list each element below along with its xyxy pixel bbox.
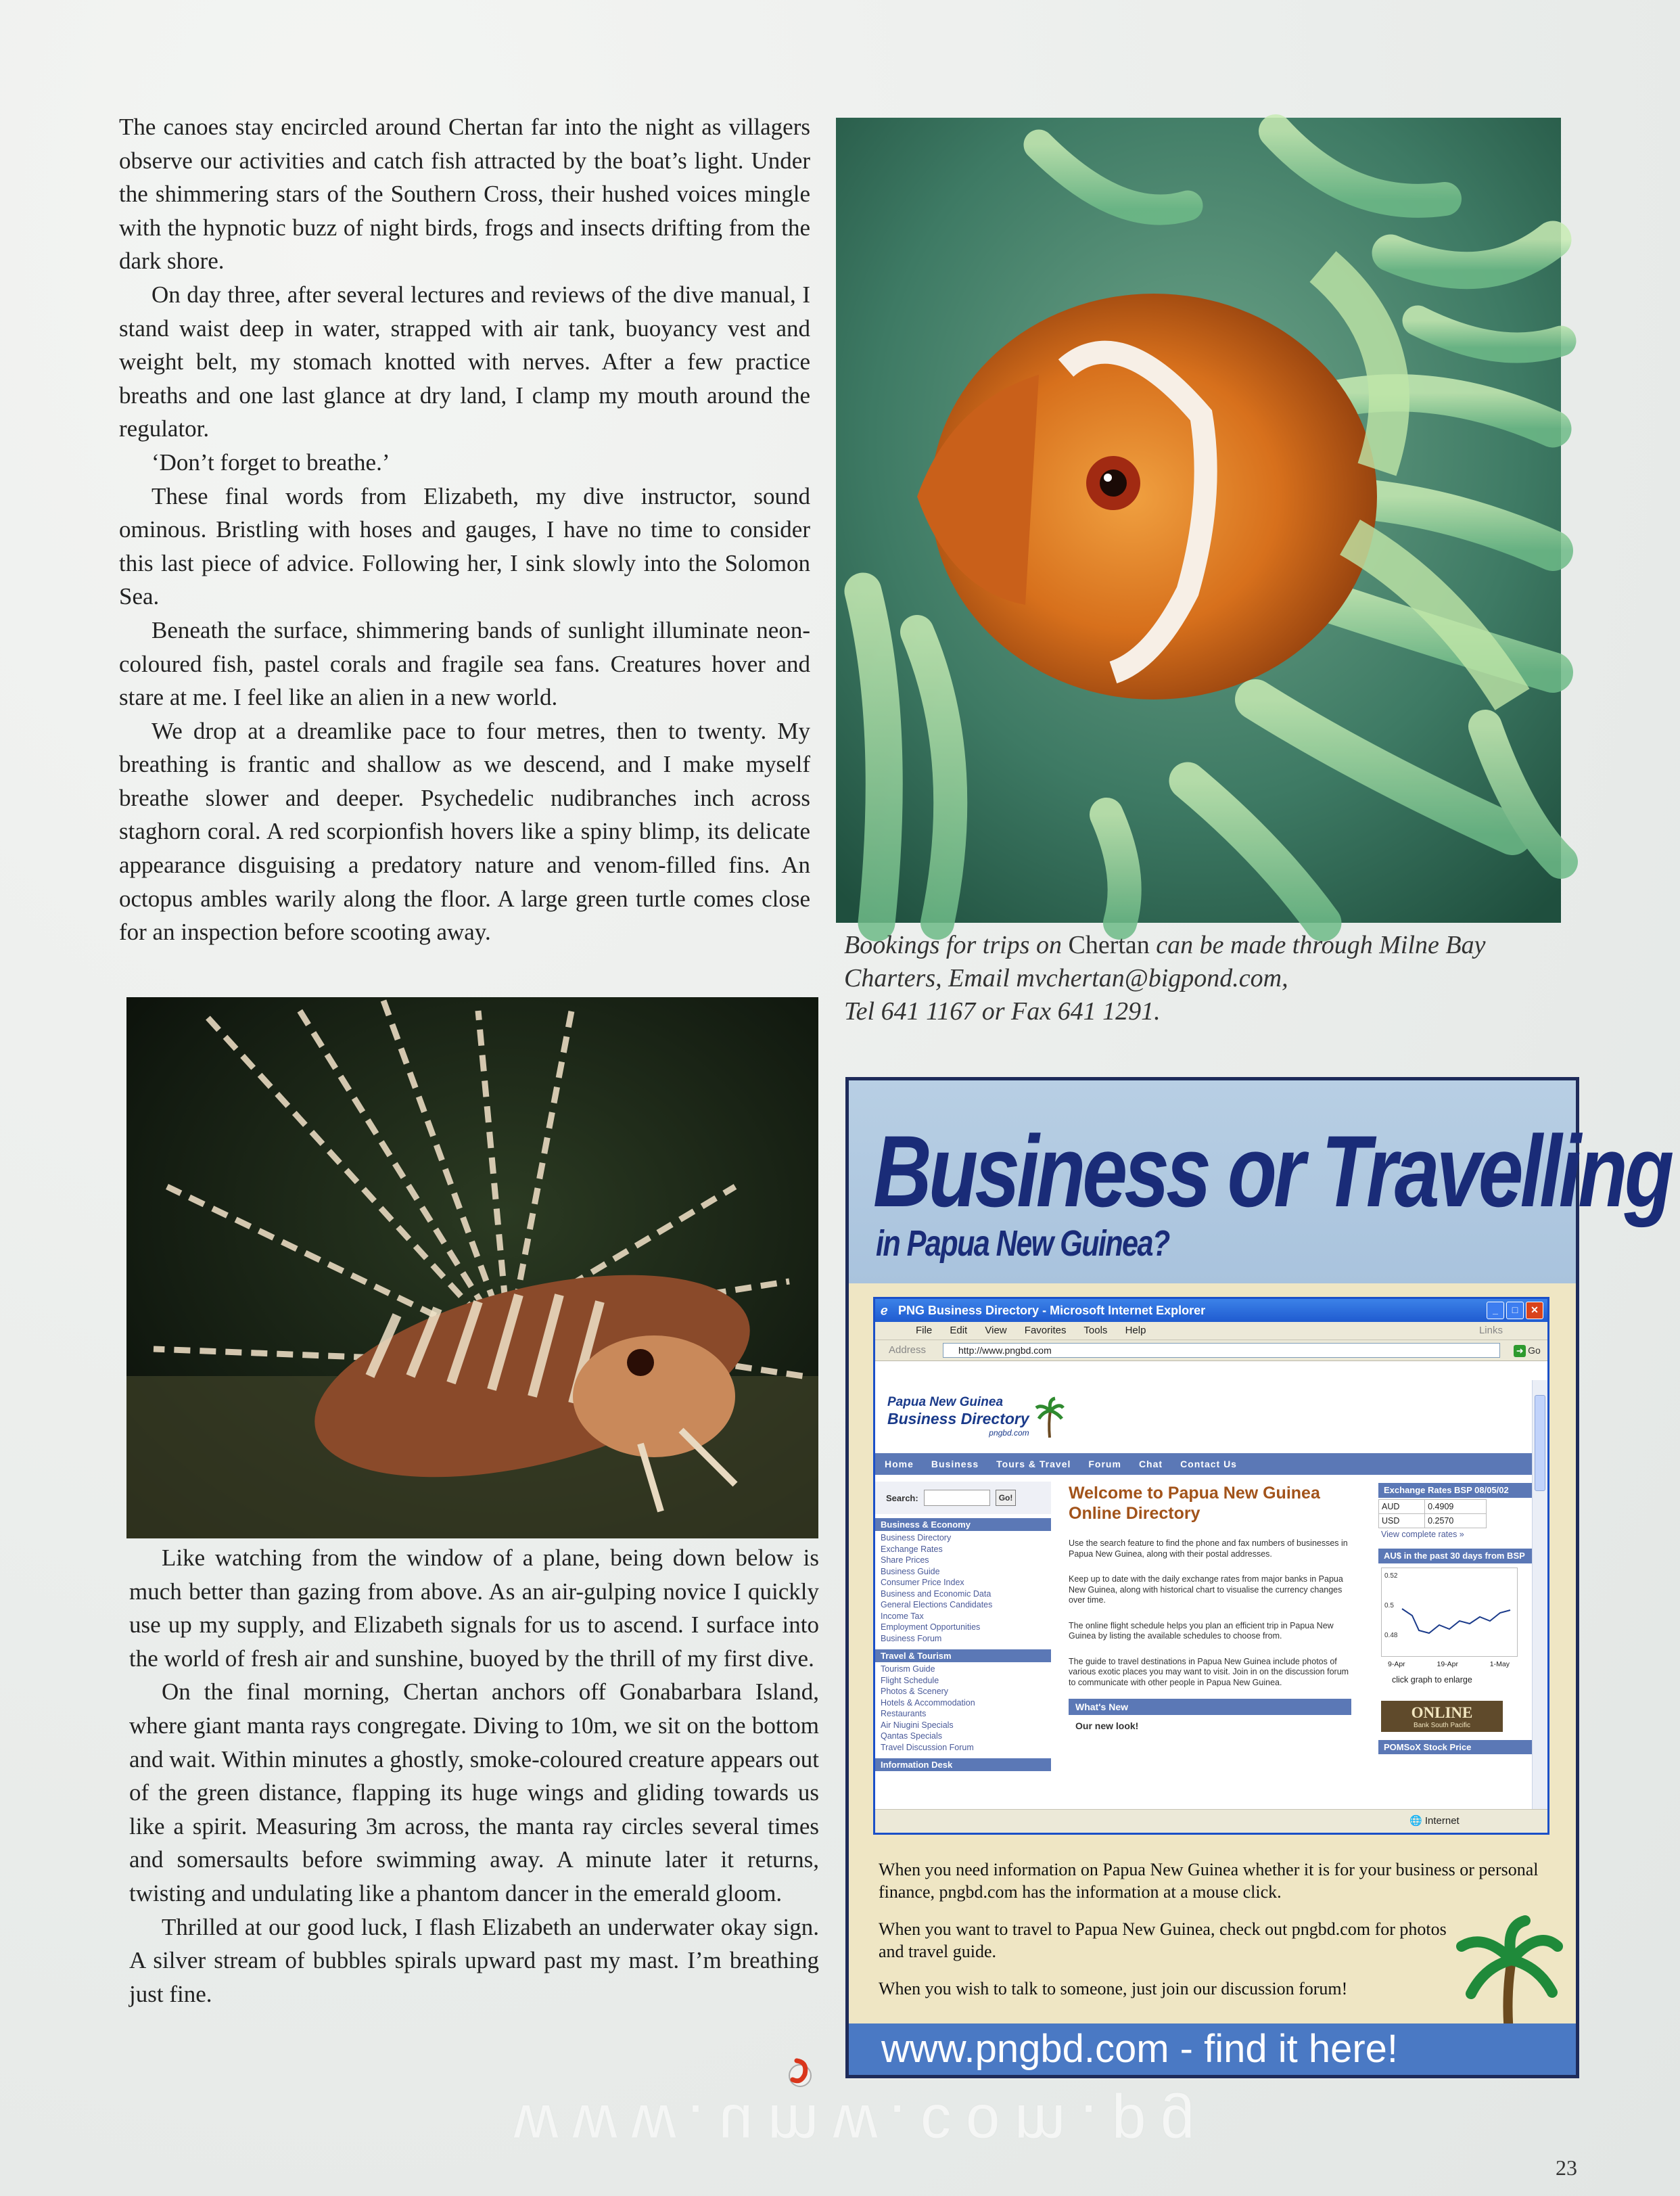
search-input[interactable] [924,1490,990,1506]
nav-home[interactable]: Home [885,1459,914,1469]
close-icon[interactable]: ✕ [1526,1302,1543,1319]
site-search [875,1482,1051,1514]
site-logo[interactable] [887,1395,1029,1438]
caption-line-3: Tel 641 1167 or Fax 641 1291. [844,997,1161,1026]
rate-value: 0.4909 [1425,1500,1487,1514]
sidebar-link[interactable]: Flight Schedule [881,1675,939,1685]
chart-y-label: 0.52 [1384,1572,1398,1580]
table-row [1379,1500,1487,1514]
chart-x-labels [1388,1660,1510,1668]
rate-currency: USD [1379,1514,1425,1528]
ad-copy-paragraph: When you wish to talk to someone, just join our discussion forum! [879,1979,1348,1998]
browser-menubar [875,1322,1547,1340]
welcome-paragraph: The online flight schedule helps you plan an efficient trip in Papua New Guinea by listing the available schedules to choose from. [1069,1620,1334,1641]
browser-statusbar [875,1809,1547,1833]
sidebar-link[interactable]: Business and Economic Data [881,1588,991,1599]
sidebar-heading-business: Business & Economy [875,1518,1051,1531]
article-paragraph: Like watching from the window of a plane, being down below is much better than gazing from above. As an air-gulping novice I quickly use up my supply, and Elizabeth signals for us to ascend. I surface into the world of fresh air and sunshine, buoyed by the thrill of my first dive. [129,1545,819,1672]
status-zone: 🌐 Internet [1409,1815,1460,1827]
maximize-icon[interactable]: □ [1506,1302,1524,1319]
article-paragraph: ‘Don’t forget to breathe.’ [151,449,390,476]
rate-currency: AUD [1379,1500,1425,1514]
caption-part-1: Bookings for trips on [844,931,1069,959]
browser-scrollbar[interactable] [1532,1380,1547,1810]
address-label: Address [889,1344,927,1356]
rate-line [1402,1609,1510,1633]
sidebar-link[interactable]: Business Guide [881,1566,940,1576]
sidebar-link[interactable]: Tourism Guide [881,1664,935,1674]
site-main [1058,1483,1362,1810]
sidebar-link[interactable]: General Elections Candidates [881,1600,993,1609]
menu-edit[interactable]: Edit [950,1325,968,1336]
menu-favorites[interactable]: Favorites [1024,1325,1067,1336]
article-paragraph: On day three, after several lectures and reviews of the dive manual, I stand waist deep in water, strapped with air tank, buoyancy vest and weight belt, my stomach knotted with nerves. After a few practice breaths and one last glance at dry land, I clamp my mouth around the regulator. [119,281,810,442]
nav-forum[interactable]: Forum [1088,1459,1121,1469]
menu-view[interactable]: View [985,1325,1007,1336]
ad-subhead: in Papua New Guinea? [876,1223,1169,1264]
pngbd-advertisement [845,1077,1671,2078]
sidebar-heading-travel: Travel & Tourism [875,1649,1051,1662]
address-input[interactable]: http://www.pngbd.com [943,1343,1500,1358]
browser-titlebar [875,1299,1547,1322]
our-new-look[interactable]: Our new look! [1075,1720,1139,1731]
whats-new-heading: What's New [1069,1699,1351,1715]
chart-x-label: 1-May [1489,1660,1510,1668]
site-logo-line-2: Business Directory [887,1410,1029,1427]
exchange-rates-heading: Exchange Rates BSP 08/05/02 [1378,1483,1535,1498]
sidebar-link[interactable]: Restaurants [881,1709,927,1718]
page-number: 23 [1556,2155,1577,2180]
search-label: Search: [886,1492,918,1503]
online-badge-bank: Bank South Pacific [1414,1721,1470,1729]
article-paragraph: On the final morning, Chertan anchors off Gonabarbara Island, where giant manta rays congregate. Diving to 10m, we sit on the bottom and wait. Within minutes a ghostly, smoke-coloured creature appears out of the green distance, flapping its huge wings and gliding towards us like a spirit. Measuring 3m across, the manta ray circles several times and somersaults before swimming away. A minute later it returns, twisting and undulating like a phantom dancer in the emerald gloom. [129,1678,819,1906]
view-complete-rates-link[interactable]: View complete rates » [1381,1530,1464,1539]
window-controls [1487,1302,1543,1319]
watermark: www.umw.com.pg [514,2092,1210,2159]
chart-x-label: 9-Apr [1388,1660,1405,1668]
ad-footer[interactable]: www.pngbd.com - find it here! [849,2023,1576,2075]
sidebar-heading-info-desk: Information Desk [875,1758,1051,1771]
sidebar-link[interactable]: Business Directory [881,1533,952,1542]
welcome-paragraph: Keep up to date with the daily exchange rates from major banks in Papua New Guinea, along with historical chart to visualise the currency changes over time. [1069,1574,1343,1605]
ad-copy-paragraph: When you want to travel to Papua New Guinea, check out pngbd.com for photos and travel guide. [879,1919,1447,1961]
chart-x-label: 19-Apr [1437,1660,1458,1668]
clownfish-anemone-photo [836,118,1561,923]
rate-chart-heading: AU$ in the past 30 days from BSP [1378,1549,1535,1563]
browser-viewport [875,1380,1533,1810]
welcome-title: Welcome to Papua New Guinea Online Directory [1069,1484,1320,1523]
rate-value: 0.2570 [1425,1514,1487,1528]
caption-line-1 [844,929,1561,995]
caption-boat-name: Chertan [1068,931,1150,959]
go-label: Go [1528,1345,1541,1356]
browser-window [873,1297,1549,1835]
chart-y-label: 0.48 [1384,1632,1398,1639]
site-logo-line-3: pngbd.com [989,1428,1029,1438]
stock-price-heading: POMSoX Stock Price [1378,1740,1535,1754]
go-button[interactable] [1512,1343,1542,1358]
site-sidebar [875,1482,1051,1810]
ad-copy [879,1858,1555,2015]
sidebar-list-business [875,1531,1051,1645]
article-paragraph: Beneath the surface, shimmering bands of sunlight illuminate neon-coloured fish, pastel corals and fragile sea fans. Creatures hover and stare at me. I feel like an alien in a new world. [119,616,810,711]
search-go-button[interactable]: Go! [996,1490,1017,1506]
menu-help[interactable]: Help [1125,1325,1146,1336]
links-button[interactable]: Links [1478,1325,1503,1336]
ad-copy-paragraph: When you need information on Papua New Guinea whether it is for your business or personal finance, pngbd.com has the information at a mouse click. [879,1860,1539,1902]
sidebar-link[interactable]: Air Niugini Specials [881,1720,954,1730]
article-column-top [119,110,810,949]
nav-chat[interactable]: Chat [1138,1459,1163,1469]
chart-y-label: 0.5 [1384,1602,1394,1609]
menu-tools[interactable]: Tools [1083,1325,1108,1336]
menu-file[interactable]: File [916,1325,933,1336]
exchange-rates-table [1378,1499,1487,1528]
site-right-pane [1378,1483,1535,1810]
window-title: PNG Business Directory - Microsoft Internet Explorer [898,1304,1206,1317]
ad-headline: Business or Travelling [873,1114,1671,1228]
sidebar-link[interactable]: Income Tax [881,1611,924,1621]
sidebar-link[interactable]: Business Forum [881,1633,942,1643]
sidebar-link[interactable]: Travel Discussion Forum [881,1742,974,1752]
sidebar-link[interactable]: Hotels & Accommodation [881,1697,975,1708]
minimize-icon[interactable]: _ [1487,1302,1504,1319]
article-paragraph: These final words from Elizabeth, my dive instructor, sound ominous. Bristling with hoses and gauges, I have no time to consider this last piece of advice. Following her, I sink slowly into the Solomon Sea. [119,482,810,610]
go-arrow-icon: ➜ [1514,1345,1526,1357]
online-badge-label: ONLINE [1411,1703,1473,1721]
end-mark-icon [785,2054,816,2089]
nav-business[interactable]: Business [931,1459,979,1469]
site-nav [875,1453,1533,1475]
sidebar-link[interactable]: Consumer Price Index [881,1578,964,1587]
sidebar-link[interactable]: Share Prices [881,1555,929,1565]
nav-tours-travel[interactable]: Tours & Travel [996,1459,1071,1469]
palm-tree-icon [1035,1398,1065,1439]
internet-explorer-icon: ℯ [881,1304,888,1317]
status-zone-label: Internet [1424,1815,1460,1827]
sidebar-link[interactable]: Employment Opportunities [881,1622,981,1632]
chart-note: click graph to enlarge [1392,1675,1472,1685]
lionfish-photo [126,997,818,1538]
sidebar-link[interactable]: Exchange Rates [881,1544,943,1554]
site-logo-line-1: Papua New Guinea [887,1395,1004,1409]
sidebar-list-travel [875,1662,1051,1754]
caption-part-2: can be made through Milne Bay Charters, Email mvchertan@bigpond.com, [844,931,1486,992]
article-paragraph: We drop at a dreamlike pace to four metres, then to twenty. My breathing is frantic and shallow as we descend, and I make myself breathe slower and deeper. Psychedelic nudibranches inch across staghorn coral. A red scorpionfish hovers like a spiny blimp, its delicate appearance disguising a predatory nature and venom-filled fins. An octopus ambles warily along the floor. A large green turtle comes close for an inspection before scooting away. [119,717,810,946]
rate-history-chart[interactable] [1381,1568,1518,1657]
nav-contact-us[interactable]: Contact Us [1180,1459,1237,1469]
photo-caption [844,929,1561,1028]
scroll-thumb[interactable] [1535,1395,1545,1491]
table-row [1379,1514,1487,1528]
article-paragraph: Thrilled at our good luck, I flash Elizabeth an underwater okay sign. A silver stream of bubbles spirals upward past my mast. I’m breathing just fine. [129,1913,819,2007]
bsp-online-badge[interactable] [1381,1701,1503,1732]
article-paragraph: The canoes stay encircled around Chertan far into the night as villagers observe our activities and catch fish attracted by the boat’s light. Under the shimmering stars of the Southern Cross, their hushed voices mingle with the hypnotic buzz of night birds, frogs and insects drifting from the dark shore. [119,114,810,275]
article-column-bottom [129,1541,819,2011]
browser-addressbar [875,1340,1547,1361]
sidebar-link[interactable]: Photos & Scenery [881,1687,949,1696]
sidebar-link[interactable]: Qantas Specials [881,1731,943,1741]
welcome-paragraph: The guide to travel destinations in Papua New Guinea include photos of various exotic places you may want to visit. Join in on the discussion forum to communicate with other people in Papua New Guinea. [1069,1656,1349,1687]
welcome-paragraph: Use the search feature to find the phone and fax numbers of businesses in Papua New Guinea, along with their postal addresses. [1069,1538,1348,1559]
